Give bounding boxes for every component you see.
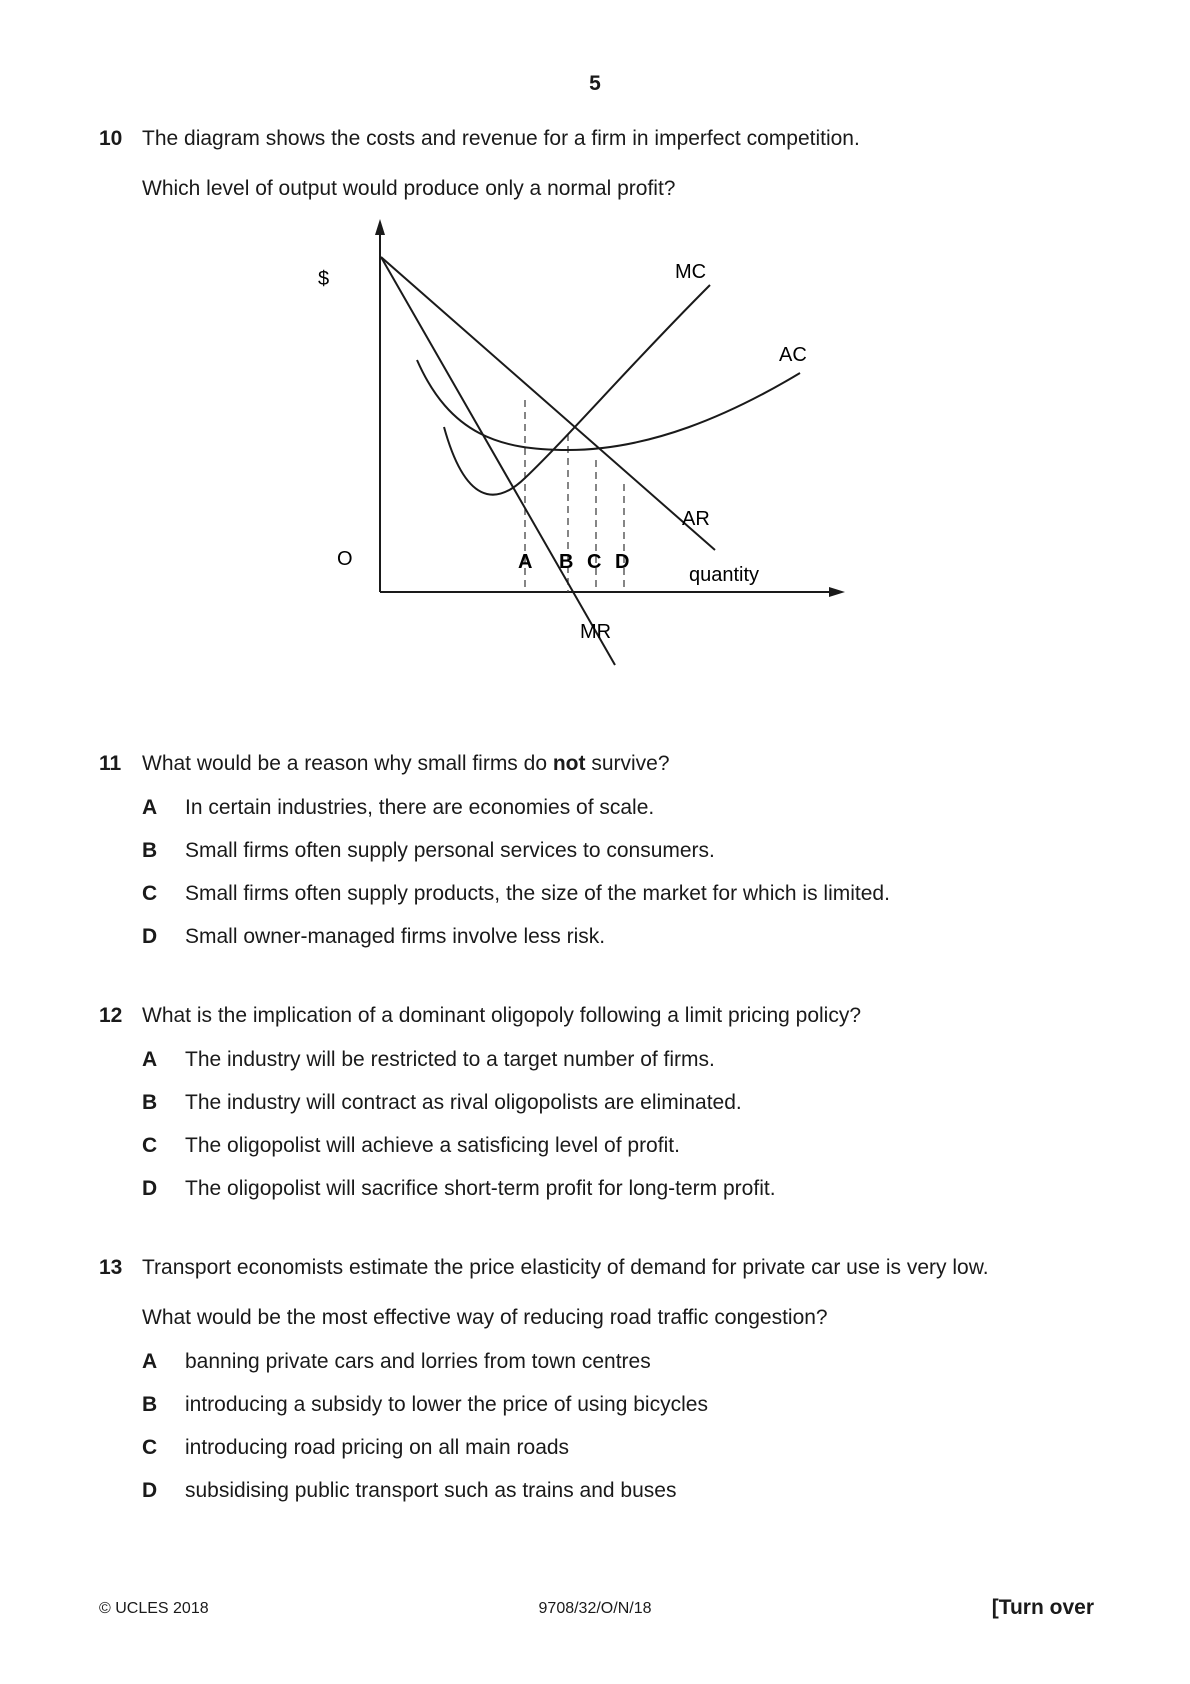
point-d-label: D <box>615 551 630 573</box>
question-13-text: Transport economists estimate the price elasticity of demand for private car use is very low. <box>142 1256 989 1279</box>
question-12-text: What is the implication of a dominant oligopoly following a limit pricing policy? <box>142 1004 862 1027</box>
q11-option-c-text: Small firms often supply products, the size of the market for which is limited. <box>185 882 890 905</box>
question-10-text: The diagram shows the costs and revenue for a firm in imperfect competition. <box>142 127 860 150</box>
q12-option-a-letter: A <box>142 1048 158 1071</box>
q12-option-a-text: The industry will be restricted to a target number of firms. <box>185 1048 715 1071</box>
q11-option-a-text: In certain industries, there are economies of scale. <box>185 796 655 819</box>
question-11-text-after: survive? <box>585 752 670 775</box>
cost-revenue-diagram <box>318 215 850 685</box>
q13-option-a-letter: A <box>142 1350 158 1373</box>
q11-option-d-letter: D <box>142 925 158 948</box>
question-12-number: 12 <box>99 1004 123 1027</box>
q13-option-a-text: banning private cars and lorries from town centres <box>185 1350 651 1373</box>
question-13-prompt: What would be the most effective way of reducing road traffic congestion? <box>142 1306 828 1329</box>
q11-option-b-letter: B <box>142 839 158 862</box>
footer-turn-over: [Turn over <box>991 1596 1094 1619</box>
q13-option-d-letter: D <box>142 1479 158 1502</box>
footer-paper-code: 9708/32/O/N/18 <box>538 1600 652 1617</box>
mc-curve <box>444 285 710 495</box>
x-axis-label: quantity <box>689 564 760 586</box>
ar-curve <box>381 257 715 550</box>
q13-option-c-text: introducing road pricing on all main roads <box>185 1436 570 1459</box>
origin-label: O <box>337 548 353 570</box>
q12-option-d-letter: D <box>142 1177 158 1200</box>
question-11-text <box>142 752 670 776</box>
x-axis-arrow <box>829 587 845 597</box>
page-number: 5 <box>589 72 601 95</box>
ac-label: AC <box>779 344 807 366</box>
question-11-text-before: What would be a reason why small firms do <box>142 752 553 775</box>
mc-label: MC <box>675 261 707 283</box>
q12-option-b-letter: B <box>142 1091 158 1114</box>
q11-option-d-text: Small owner-managed firms involve less risk. <box>185 925 606 948</box>
q12-option-d-text: The oligopolist will sacrifice short-term profit for long-term profit. <box>185 1177 776 1200</box>
question-10-number: 10 <box>99 127 123 150</box>
mr-curve <box>381 257 615 665</box>
q12-option-c-text: The oligopolist will achieve a satisficing level of profit. <box>185 1134 680 1157</box>
question-10-prompt: Which level of output would produce only a normal profit? <box>142 177 676 200</box>
mr-label: MR <box>580 621 612 643</box>
q11-option-c-letter: C <box>142 882 158 905</box>
y-axis-label: $ <box>318 268 330 290</box>
question-11-text-bold: not <box>552 752 586 775</box>
q12-option-b-text: The industry will contract as rival oligopolists are eliminated. <box>185 1091 742 1114</box>
footer-copyright: © UCLES 2018 <box>99 1600 209 1617</box>
question-11-number: 11 <box>99 752 122 775</box>
point-b-label: B <box>559 551 574 573</box>
question-13-number: 13 <box>99 1256 123 1279</box>
q11-option-b-text: Small firms often supply personal services to consumers. <box>185 839 715 862</box>
y-axis-arrow <box>375 219 385 235</box>
ac-curve <box>417 360 800 450</box>
q13-option-b-letter: B <box>142 1393 158 1416</box>
q12-option-c-letter: C <box>142 1134 158 1157</box>
point-a-label: A <box>518 551 533 573</box>
ar-label: AR <box>682 508 710 530</box>
point-c-label: C <box>587 551 602 573</box>
q13-option-c-letter: C <box>142 1436 158 1459</box>
q13-option-d-text: subsidising public transport such as trains and buses <box>185 1479 677 1502</box>
q11-option-a-letter: A <box>142 796 158 819</box>
q13-option-b-text: introducing a subsidy to lower the price of using bicycles <box>185 1393 708 1416</box>
